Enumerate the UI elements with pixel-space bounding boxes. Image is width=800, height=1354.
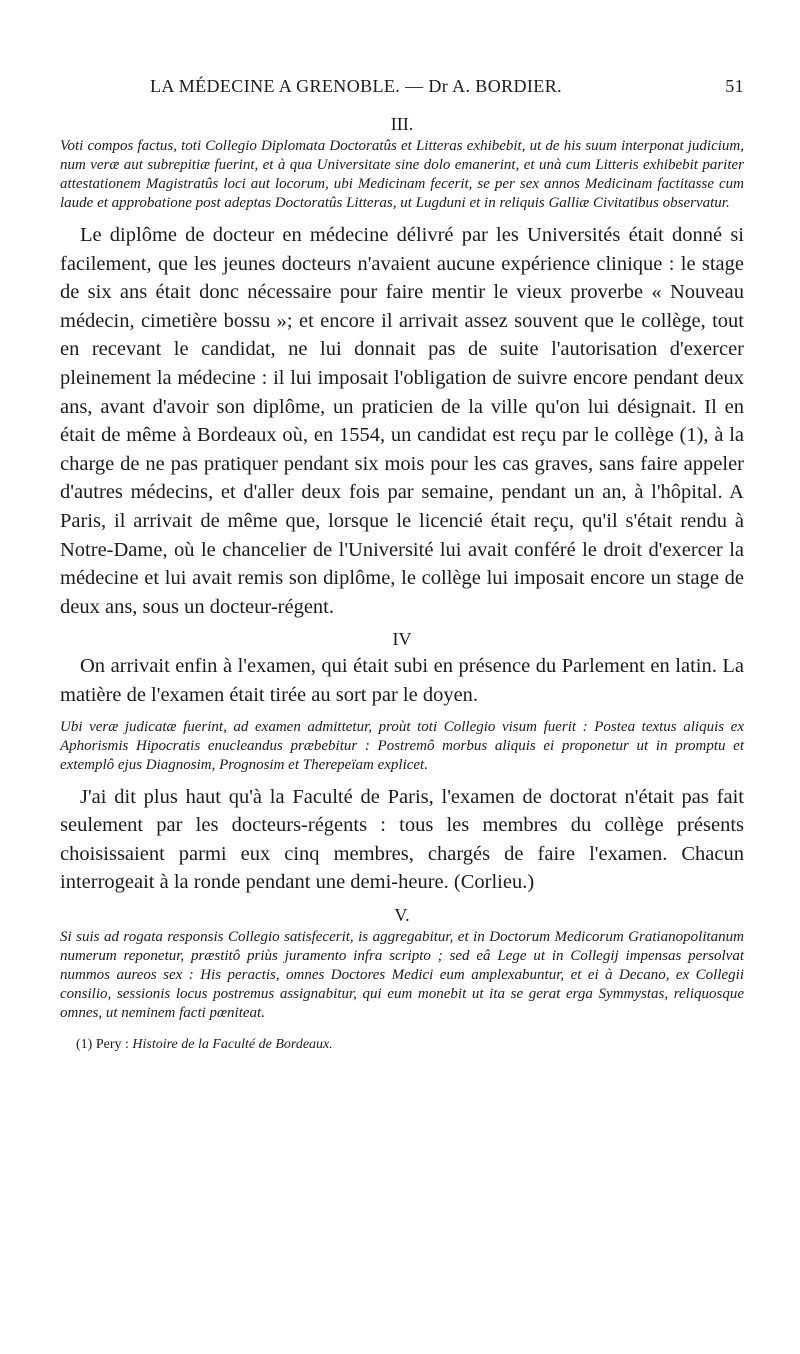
body-paragraph-iv: J'ai dit plus haut qu'à la Faculté de Paris, l'examen de doctorat n'était pas fait seulement par les docteurs-régents : tous les membres du collège présents choisissaient parmi eux cinq membres, chargés de faire l'examen. Chacun interrogeait à la ronde pendant une demi-heure. (Corlieu.) xyxy=(60,785,744,894)
latin-quote-v: Si suis ad rogata responsis Collegio satisfecerit, is aggregabitur, et in Doctorum Medicorum Gratianopolitanum numerum reponetur, præstitô priùs juramento infra scripto ; sed eâ Lege ut in Collegij impensas persolvat nummos aureos sex : His peractis, omnes Doctores Medici eum amplexabuntur, et ei à Decano, ex Collegii consilio, sessionis locus postremus assignabitur, qui eum monebit ut ita se gerat erga Symmystas, reliquosque omnes, ut neminem facti pœniteat. xyxy=(60,928,744,1021)
section-numeral-iv: IV xyxy=(392,629,412,650)
footnote-source: Histoire de la Faculté de Bordeaux. xyxy=(132,1036,333,1052)
section-numeral-v: V. xyxy=(394,904,410,925)
footnote-author: Pery : xyxy=(95,1036,129,1052)
page-number: 51 xyxy=(725,76,744,96)
running-head xyxy=(60,76,744,106)
footnote-marker: (1) xyxy=(76,1036,93,1052)
footnote xyxy=(76,1037,744,1053)
document-page xyxy=(60,0,744,1053)
section-numeral-iii: III. xyxy=(390,114,414,134)
latin-quote-iv: Ubi veræ judicatæ fuerint, ad examen admittetur, proùt toti Collegio visum fuerit : Postea textus aliquis ex Aphorismis Hipocratis enucleandus præbebitur : Postremô morbus aliquis ei proponetur ut in promptu et extemplô ejus Diagnosim, Prognosim et Therepeïam explicet. xyxy=(60,718,744,773)
body-paragraph-iii: Le diplôme de docteur en médecine délivré par les Universités était donné si facilement, que les jeunes docteurs n'avaient aucune expérience clinique : le stage de six ans était donc nécessaire pour faire mentir le vieux proverbe « Nouveau médecin, cimetière bossu »; et encore il arrivait assez souvent que le collège, tout en recevant le candidat, ne lui donnait pas de suite l'autorisation d'exercer pleinement la médecine : il lui imposait l'obligation de suivre encore pendant deux ans, avant d'avoir son diplôme, un praticien de la ville qu'on lui désignait. Il en était de même à Bordeaux où, en 1554, un candidat est reçu par le collège (1), à la charge de ne pas pratiquer pendant six mois pour les cas graves, sans faire appeler d'autres médecins, et d'aller deux fois par semaine, pendant un an, à l'hôpital. A Paris, il arrivait de même que, lorsque le licencié était reçu, qu'il s'était rendu à Notre-Dame, où le chancelier de l'Université lui avait conféré le droit d'exercer la médecine et lui avait remis son diplôme, le collège lui imposait encore un stage de deux ans, sous un docteur-régent. xyxy=(60,224,744,618)
latin-quote-iii: Voti compos factus, toti Collegio Diplomata Doctoratûs et Litteras exhibebit, ut de his suum interponat judicium, num veræ aut subrepitiæ fuerint, et à qua Universitate sine dolo emanerint, et unà cum Litteris exhibebit pariter attestationem Magistratûs loci aut locorum, ubi Medicinam fecerit, se per sex annos Medicinam factitasse cum laude et approbatione post adeptas Doctoratûs Litteras, ut Lugduni et in reliquis Galliæ Civitatibus observatur. xyxy=(60,138,744,211)
body-paragraph-iv-intro: On arrivait enfin à l'examen, qui était subi en présence du Parlement en latin. La matière de l'examen était tirée au sort par le doyen. xyxy=(60,655,744,706)
running-head-title: LA MÉDECINE A GRENOBLE. — Dr A. BORDIER. xyxy=(150,76,562,96)
